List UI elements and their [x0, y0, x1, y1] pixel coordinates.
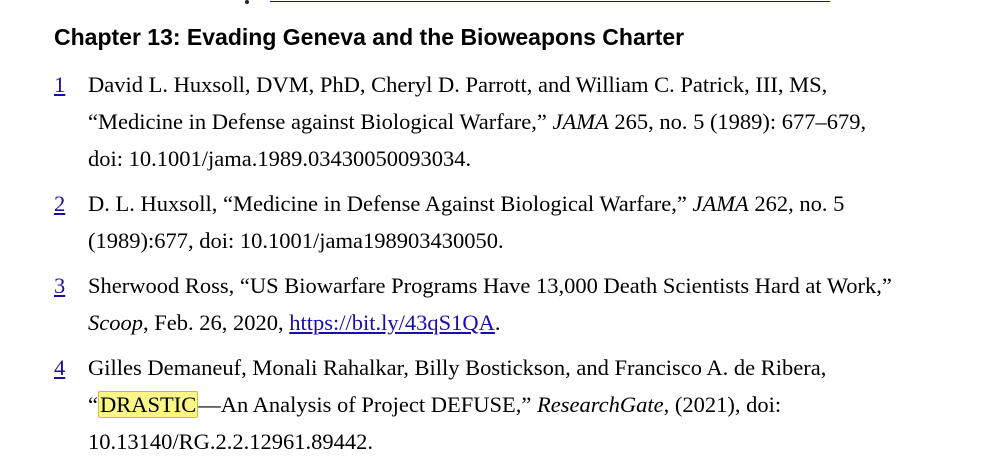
- endnote-2-line-1: [88, 185, 984, 222]
- endnote-2-volume: 262, no. 5: [748, 191, 845, 216]
- endnote-3-number-link[interactable]: 3: [54, 273, 66, 298]
- endnote-2-journal: JAMA: [692, 191, 749, 216]
- endnote-3-author-title: Sherwood Ross, “US Biowarfare Programs Have 13,000 Death Scientists Hard at Work,”: [88, 273, 892, 298]
- chapter-title: Chapter 13: Evading Geneva and the Bioweapons Charter: [54, 24, 685, 50]
- endnote-1-number-link[interactable]: 1: [54, 72, 66, 97]
- endnote-3-publication: Scoop: [88, 310, 143, 335]
- endnote-1-doi: doi: 10.1001/jama.1989.03430050093034.: [88, 146, 472, 171]
- endnote-3-date: , Feb. 26, 2020,: [143, 310, 290, 335]
- previous-page-fragment: [0, 0, 1003, 8]
- endnote-1-line-1: [88, 66, 984, 103]
- endnote-3-url-link[interactable]: https://bit.ly/43qS1QA: [289, 310, 495, 335]
- endnote-4-doi: 10.13140/RG.2.2.12961.89442.: [88, 429, 374, 454]
- endnote-2: [54, 185, 984, 259]
- endnotes-list: [54, 66, 984, 468]
- endnote-2-number-link[interactable]: 2: [54, 191, 66, 216]
- endnote-3-line-2: [88, 304, 984, 341]
- endnote-4-title: —An Analysis of Project DEFUSE,”: [198, 392, 537, 417]
- endnote-2-line-2: [88, 222, 984, 259]
- endnote-4-publication: ResearchGate: [537, 392, 664, 417]
- endnote-1-volume: 265, no. 5 (1989): 677–679,: [608, 109, 867, 134]
- endnote-3: [54, 267, 984, 341]
- endnote-3-line-1: [88, 267, 984, 304]
- endnote-4-authors: Gilles Demaneuf, Monali Rahalkar, Billy Bostickson, and Francisco A. de Ribera,: [88, 355, 827, 380]
- endnote-4-year: , (2021), doi:: [663, 392, 782, 417]
- endnote-1-line-3: [88, 140, 984, 177]
- endnote-4-number-link[interactable]: 4: [54, 355, 66, 380]
- endnote-2-doi: (1989):677, doi: 10.1001/jama198903430050.: [88, 228, 504, 253]
- endnote-1-journal: JAMA: [552, 109, 609, 134]
- endnote-4-line-2: [88, 386, 984, 423]
- fragment-dot: [245, 0, 249, 4]
- endnote-3-period: .: [494, 310, 501, 335]
- endnote-1-article-title: “Medicine in Defense against Biological Warfare,”: [88, 109, 553, 134]
- endnote-4-line-1: [88, 349, 984, 386]
- endnote-4: [54, 349, 984, 460]
- endnote-1: [54, 66, 984, 177]
- endnote-1-line-1-text: David L. Huxsoll, DVM, PhD, Cheryl D. Parrott, and William C. Patrick, III, MS,: [88, 72, 828, 97]
- endnote-1-line-2: [88, 103, 984, 140]
- endnote-2-author-title: D. L. Huxsoll, “Medicine in Defense Against Biological Warfare,”: [88, 191, 693, 216]
- endnote-4-open-quote: “: [88, 392, 98, 417]
- endnote-4-line-3: [88, 423, 984, 460]
- endnote-4-highlighted-term[interactable]: DRASTIC: [100, 392, 197, 417]
- fragment-link-underline[interactable]: [270, 1, 830, 2]
